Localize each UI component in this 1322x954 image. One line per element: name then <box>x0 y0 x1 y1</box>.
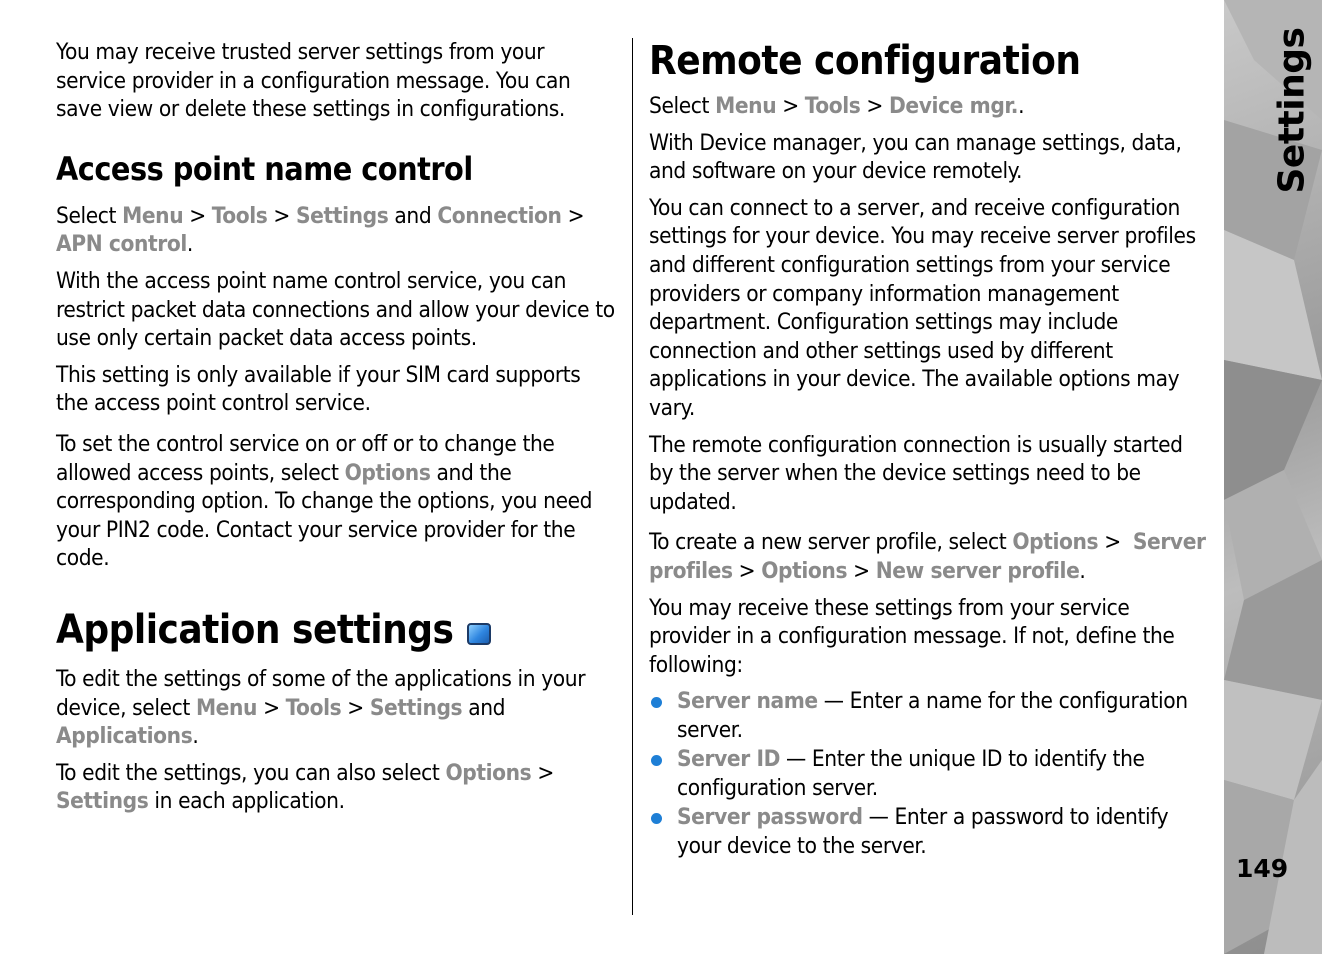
remote-config-paragraph-2: You can connect to a server, and receive configuration settings for your device. You may receive server profiles and different configuration settings from your service providers or company information management department. Configuration settings may include connection and other settings used by different applications in your device. The available options may vary. <box>649 194 1196 421</box>
app-settings-heading: Application settings <box>56 607 618 653</box>
menu-link[interactable]: Menu <box>715 93 777 119</box>
bullet-icon <box>651 813 662 824</box>
device-mgr-link[interactable]: Device mgr. <box>889 93 1019 119</box>
connection-link[interactable]: Connection <box>437 202 562 229</box>
list-item: Server password — Enter a password to identify your device to the server. <box>649 803 1211 861</box>
bullet-icon <box>651 697 662 708</box>
settings-link[interactable]: Settings <box>56 788 149 815</box>
tools-link[interactable]: Tools <box>804 93 861 119</box>
server-settings-list <box>649 687 1211 861</box>
remote-config-paragraph-1: With Device manager, you can manage settings, data, and software on your device remotely. <box>649 129 1182 185</box>
apn-menu-path: Select Menu > Tools > Settings and Connection > APN control. <box>56 202 585 258</box>
remote-config-menu-path: Select Menu > Tools > Device mgr.. <box>649 93 1025 119</box>
options-link[interactable]: Options <box>761 557 848 584</box>
left-column <box>56 38 618 824</box>
apn-heading: Access point name control <box>56 149 473 188</box>
options-link[interactable]: Options <box>1012 529 1099 556</box>
new-server-profile-link[interactable]: New server profile <box>875 557 1080 584</box>
page-number: 149 <box>1236 854 1289 883</box>
app-settings-paragraph-2: To edit the settings, you can also select Options > Settings in each application. <box>56 759 554 815</box>
bullet-icon <box>651 755 662 766</box>
tools-link[interactable]: Tools <box>285 694 342 721</box>
server-id-term[interactable]: Server ID <box>677 746 780 773</box>
server-name-term[interactable]: Server name <box>677 688 818 715</box>
chapter-title: Settings <box>1271 27 1313 194</box>
menu-link[interactable]: Menu <box>122 202 184 229</box>
apn-paragraph-2: This setting is only available if your SIM card supports the access point control service. <box>56 361 581 417</box>
server-profiles-link[interactable]: Server profiles <box>649 529 1206 584</box>
tools-link[interactable]: Tools <box>211 202 268 229</box>
apn-paragraph-3: To set the control service on or off or to change the allowed access points, select Options and the corresponding option. To change the options, you need your PIN2 code. Contact your service provider for the code. <box>56 430 593 572</box>
settings-link[interactable]: Settings <box>296 202 389 229</box>
list-item: Server name — Enter a name for the configuration server. <box>649 687 1211 745</box>
remote-config-paragraph-5: You may receive these settings from your service provider in a configuration message. If not, define the following: <box>649 594 1175 678</box>
apn-control-link[interactable]: APN control <box>56 231 187 258</box>
menu-link[interactable]: Menu <box>195 694 258 721</box>
remote-config-heading: Remote configuration <box>649 38 1081 84</box>
applications-link[interactable]: Applications <box>56 723 193 750</box>
right-column <box>649 38 1211 861</box>
remote-config-paragraph-3: The remote configuration connection is usually started by the server when the device settings need to be updated. <box>649 431 1183 515</box>
app-settings-paragraph-1: To edit the settings of some of the applications in your device, select Menu > Tools > Settings and Applications. <box>56 665 586 750</box>
apn-paragraph-1: With the access point name control service, you can restrict packet data connections and allow your device to use only certain packet data access points. <box>56 267 615 352</box>
settings-link[interactable]: Settings <box>369 694 463 721</box>
column-divider <box>632 38 633 915</box>
options-link[interactable]: Options <box>445 759 532 786</box>
remote-config-paragraph-4: To create a new server profile, select Options > Server profiles > Options > New server profile. <box>649 529 1206 584</box>
intro-paragraph: You may receive trusted server settings from your service provider in a configuration message. You can save view or delete these settings in configurations. <box>56 39 571 123</box>
options-link[interactable]: Options <box>344 459 431 486</box>
application-settings-icon <box>467 623 491 645</box>
list-item: Server ID — Enter the unique ID to identify the configuration server. <box>649 745 1211 803</box>
server-password-term[interactable]: Server password <box>677 804 863 831</box>
